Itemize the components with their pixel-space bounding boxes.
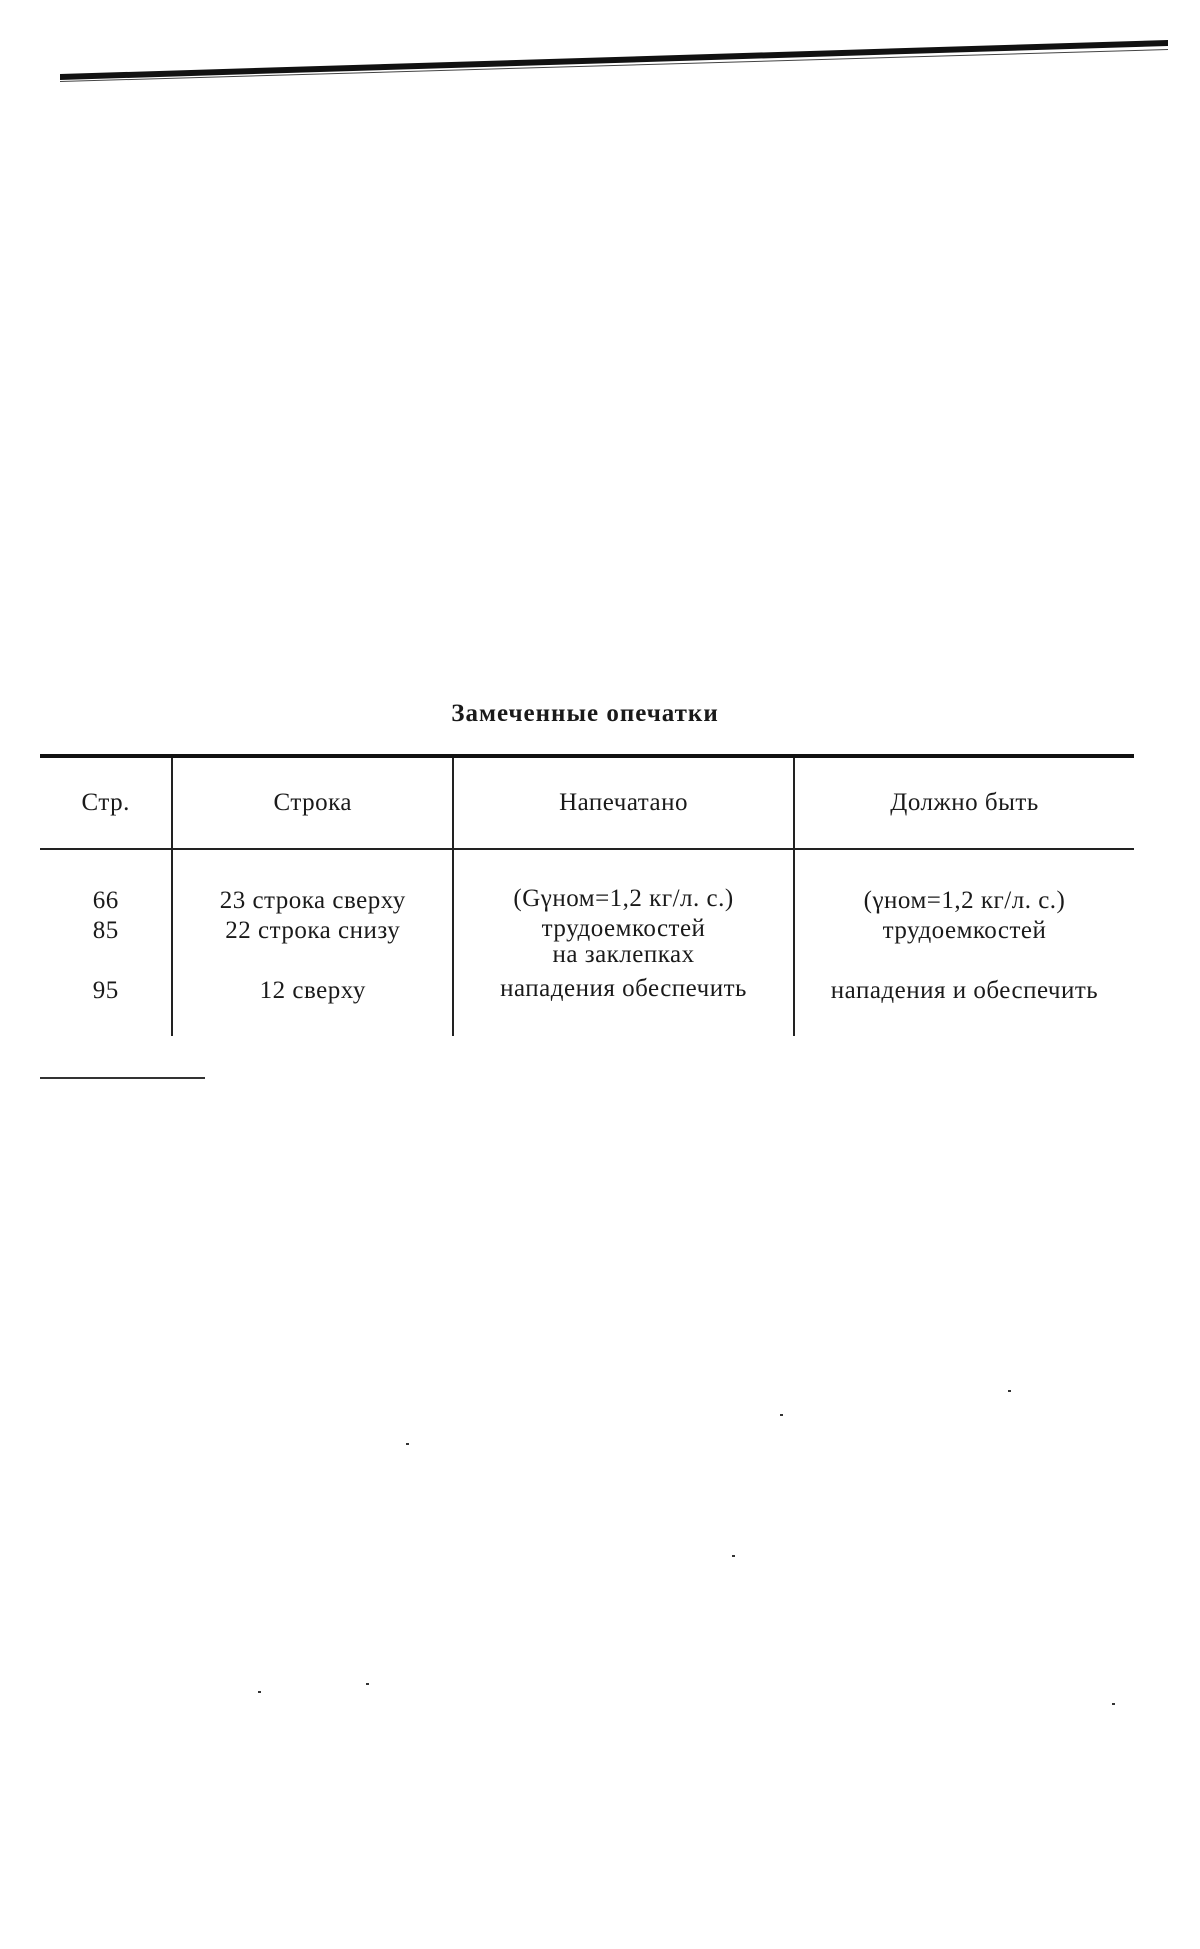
header-page: Стр. (40, 756, 172, 849)
scan-speck (1112, 1703, 1115, 1705)
header-row (40, 756, 1134, 849)
header-correct: Должно быть (794, 756, 1134, 849)
row-correct: трудоемкостей (794, 916, 1134, 968)
row-printed (453, 849, 794, 916)
scan-speck (406, 1443, 409, 1445)
scan-speck (258, 1691, 261, 1693)
row-line: 23 строка сверху (172, 849, 453, 916)
row-correct: нападения и обеспечить (794, 968, 1134, 1036)
scan-speck (1008, 1390, 1011, 1392)
row-correct: (γном=1,2 кг/л. с.) (794, 849, 1134, 916)
table-row (40, 968, 1134, 1036)
errata-table (40, 754, 1134, 1036)
row-line: 22 строка снизу (172, 916, 453, 968)
table-end-rule (40, 1077, 205, 1079)
header-line: Строка (172, 756, 453, 849)
table-row (40, 849, 1134, 916)
row-page: 66 (92, 887, 119, 914)
errata-title: Замеченные опечатки (451, 700, 719, 727)
row-printed (453, 968, 794, 1036)
row-printed-extra: на заклепках (552, 941, 695, 968)
table-header (40, 756, 1134, 849)
header-printed: Напечатано (453, 756, 794, 849)
table-row (40, 916, 1134, 968)
scan-speck (732, 1555, 735, 1557)
top-decorative-rule (60, 40, 1168, 84)
row-page: 85 (92, 917, 119, 944)
row-printed (453, 916, 794, 968)
row-printed-text: (Gγном=1,2 кг/л. с.) (513, 885, 734, 912)
table-body (40, 849, 1134, 1036)
scan-speck (780, 1414, 783, 1416)
row-line: 12 сверху (172, 968, 453, 1036)
scan-speck (366, 1683, 369, 1685)
row-printed-text: трудоемкостей (541, 915, 706, 942)
row-printed-text: нападения обеспечить (500, 975, 747, 1002)
row-page: 95 (92, 977, 119, 1004)
